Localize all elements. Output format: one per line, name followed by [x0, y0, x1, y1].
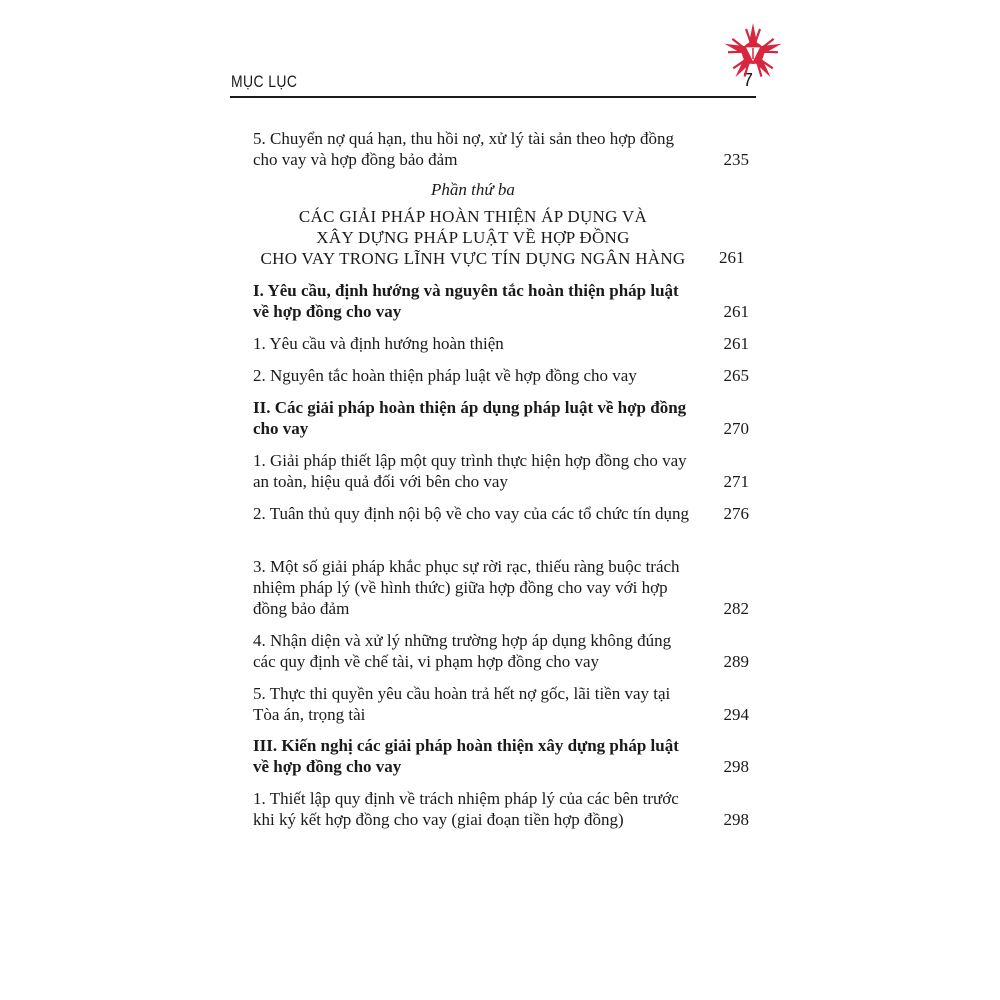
- toc-entry-page: 265: [723, 366, 749, 385]
- toc-entry[interactable]: [253, 556, 749, 619]
- toc-entry-text: 1. Thiết lập quy định về trách nhiệm pháp lý của các bên trước khi ký kết hợp đồng cho vay (giai đoạn tiền hợp đồng): [253, 789, 679, 829]
- toc-section-text: I. Yêu cầu, định hướng và nguyên tắc hoàn thiện pháp luật về hợp đồng cho vay: [253, 281, 679, 321]
- toc-entry[interactable]: [253, 128, 749, 170]
- toc-entry-page: 282: [723, 599, 749, 618]
- toc-section-text: II. Các giải pháp hoàn thiện áp dụng pháp luật về hợp đồng cho vay: [253, 398, 687, 438]
- toc-entry-text: 2. Nguyên tắc hoàn thiện pháp luật về hợp đồng cho vay: [253, 366, 637, 385]
- toc-entry[interactable]: [253, 333, 749, 354]
- part-title-line: CÁC GIẢI PHÁP HOÀN THIỆN ÁP DỤNG VÀ: [298, 207, 648, 226]
- toc-section-page: 261: [723, 302, 749, 321]
- publisher-star-logo-icon: [722, 22, 784, 84]
- toc-entry-text: 5. Chuyển nợ quá hạn, thu hồi nợ, xử lý tài sản theo hợp đồng cho vay và hợp đồng bảo đảm: [253, 129, 674, 169]
- part-label: Phần thứ ba: [431, 180, 515, 199]
- toc-section[interactable]: [253, 735, 749, 777]
- toc-entry[interactable]: [253, 365, 749, 386]
- toc-entry-text: 1. Giải pháp thiết lập một quy trình thực hiện hợp đồng cho vay an toàn, hiệu quả đối với bên cho vay: [253, 451, 687, 491]
- toc-entry-page: 271: [723, 472, 749, 491]
- toc-entry-page: 261: [723, 334, 749, 353]
- header-rule: [230, 96, 756, 98]
- page-number: 7: [743, 70, 754, 90]
- toc-section[interactable]: [253, 280, 749, 322]
- toc-section-text: III. Kiến nghị các giải pháp hoàn thiện xây dựng pháp luật về hợp đồng cho vay: [253, 736, 679, 776]
- toc-entry-text: 5. Thực thi quyền yêu cầu hoàn trả hết nợ gốc, lãi tiền vay tại Tòa án, trọng tài: [253, 684, 671, 724]
- part-title[interactable]: [253, 206, 693, 269]
- toc-entry-page: 294: [723, 705, 749, 724]
- toc-entry-page: 298: [723, 810, 749, 829]
- toc-entry-text: 1. Yêu cầu và định hướng hoàn thiện: [253, 334, 504, 353]
- part-page: 261: [719, 248, 745, 267]
- toc-entry-text: 3. Một số giải pháp khắc phục sự rời rạc, thiếu ràng buộc trách nhiệm pháp lý (về hình thức) giữa hợp đồng cho vay với hợp đồng bảo đảm: [253, 557, 680, 618]
- toc-entry[interactable]: [253, 788, 749, 830]
- toc-entry-text: 4. Nhận diện và xử lý những trường hợp áp dụng không đúng các quy định về chế tài, vi phạm hợp đồng cho vay: [253, 631, 672, 671]
- part-title-line: XÂY DỰNG PHÁP LUẬT VỀ HỢP ĐỒNG: [316, 228, 630, 247]
- toc-entry[interactable]: [253, 630, 749, 672]
- toc-entry[interactable]: [253, 503, 749, 524]
- part-title-line: CHO VAY TRONG LĨNH VỰC TÍN DỤNG NGÂN HÀNG: [260, 249, 686, 268]
- toc-entry-text: 2. Tuân thủ quy định nội bộ về cho vay của các tổ chức tín dụng: [253, 504, 690, 523]
- toc-entry-page: 276: [723, 504, 749, 523]
- running-head: MỤC LỤC: [231, 72, 298, 91]
- toc-entry[interactable]: [253, 450, 749, 492]
- toc-entry-page: 289: [723, 652, 749, 671]
- toc-section-page: 270: [723, 419, 749, 438]
- toc-section-page: 298: [723, 757, 749, 776]
- toc-entry-page: 235: [723, 150, 749, 169]
- toc-entry[interactable]: [253, 683, 749, 725]
- toc-section[interactable]: [253, 397, 749, 439]
